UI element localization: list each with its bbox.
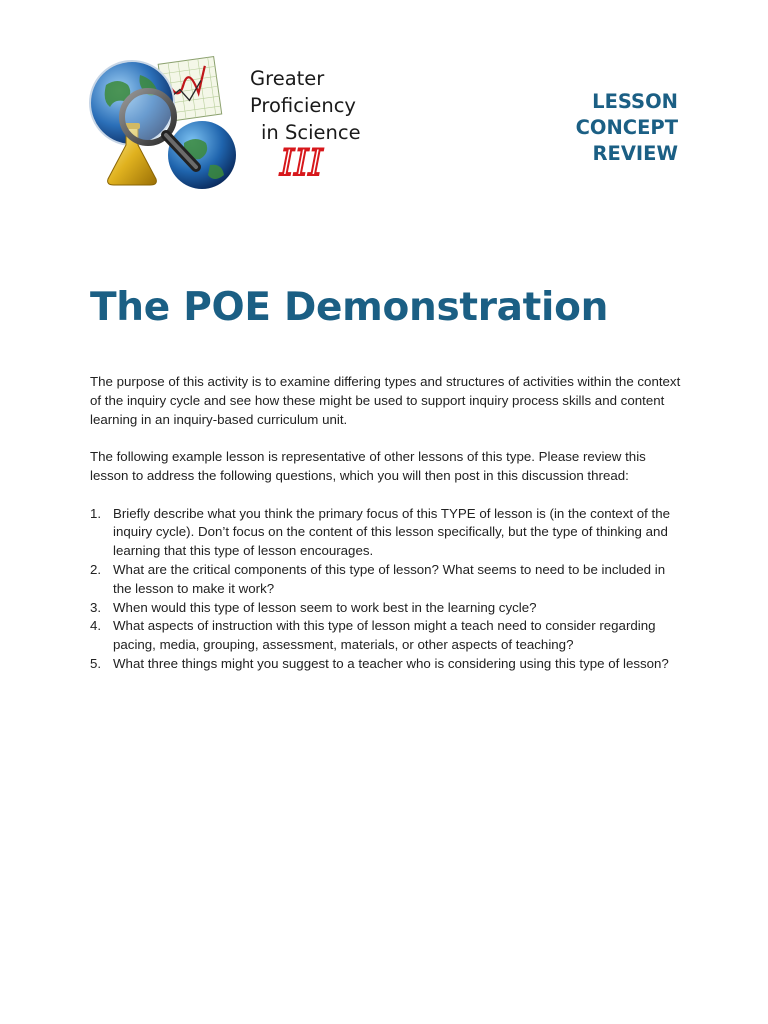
question-number: 4. xyxy=(90,618,102,634)
logo-line: Greater xyxy=(250,67,325,90)
logo-line: Proficiency xyxy=(250,94,356,117)
science-logo-icon xyxy=(84,55,249,195)
logo-line: in Science xyxy=(261,121,361,144)
document-body xyxy=(90,373,685,674)
page-title: The POE Demonstration xyxy=(90,285,609,330)
instructions-paragraph: The following example lesson is representative of other lessons of this type. Please review this lesson to address the following questions, which you will then post in this discussion thread: xyxy=(90,449,646,483)
question-text: What three things might you suggest to a teacher who is considering using this type of lesson? xyxy=(113,655,669,671)
question-item xyxy=(90,599,685,618)
doc-type-line: LESSON xyxy=(592,90,678,113)
question-text: What aspects of instruction with this type of lesson might a teach need to consider regarding pacing, media, grouping, assessment, materials, or other aspects of teaching? xyxy=(113,618,656,653)
question-text: When would this type of lesson seem to work best in the learning cycle? xyxy=(113,599,537,615)
doc-type-line: REVIEW xyxy=(592,142,678,165)
doc-type-line: CONCEPT xyxy=(575,116,678,139)
question-item xyxy=(90,617,685,655)
purpose-paragraph: The purpose of this activity is to examine differing types and structures of activities within the context of the inquiry cycle and see how these might be used to support inquiry process skills and content learning in an inquiry-based curriculum unit. xyxy=(90,374,681,427)
question-list xyxy=(90,505,685,674)
question-number: 1. xyxy=(90,505,102,521)
question-item xyxy=(90,561,685,599)
logo-roman-numeral xyxy=(276,143,386,183)
question-number: 3. xyxy=(90,599,102,615)
question-number: 5. xyxy=(90,655,102,671)
question-text: What are the critical components of this type of lesson? What seems to need to be included in the lesson to make it work? xyxy=(113,561,666,596)
question-text: Briefly describe what you think the primary focus of this TYPE of lesson is (in the context of the inquiry cycle). Don’t focus on the content of this lesson specifically, but the type of thinking and learning that this type of lesson encourages. xyxy=(113,505,671,559)
question-number: 2. xyxy=(90,561,102,577)
question-item xyxy=(90,655,685,674)
program-logo xyxy=(84,55,384,195)
doc-type-label xyxy=(478,89,678,167)
logo-wordmark xyxy=(250,65,361,146)
logo-numeral-text: III xyxy=(280,143,323,183)
question-item xyxy=(90,505,685,561)
